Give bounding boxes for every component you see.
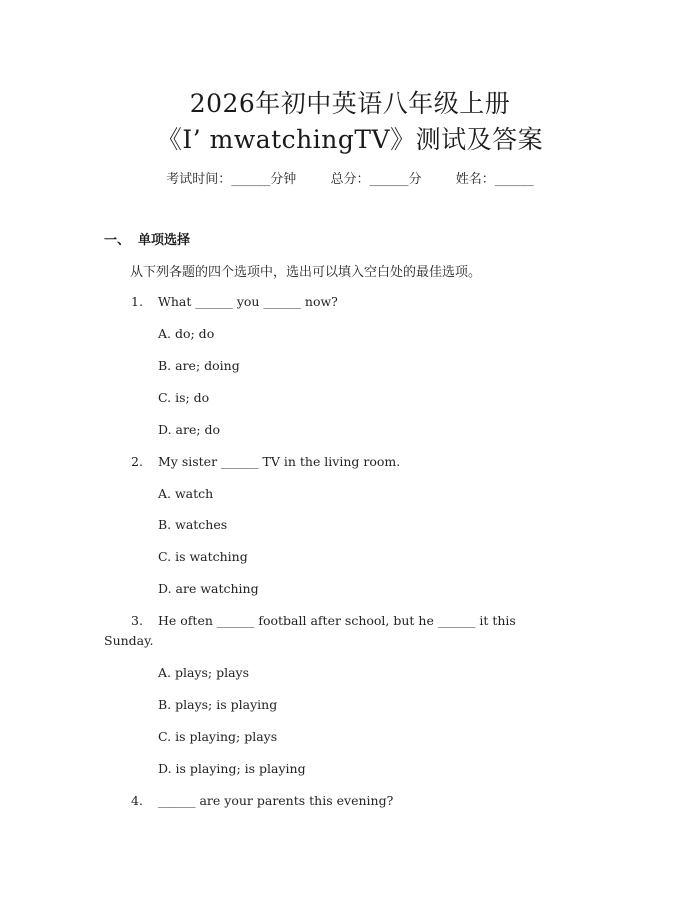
exam-info-row — [0, 168, 700, 187]
answer-option: C. is; do — [158, 390, 210, 405]
exam-time-label: 考试时间：______分钟 — [166, 172, 297, 187]
document-title-line2: 《I’ mwatchingTV》测试及答案 — [156, 125, 544, 154]
question-stem-continuation: Sunday. — [104, 633, 154, 648]
answer-option: D. are watching — [158, 581, 259, 596]
question-number: 2. — [131, 454, 143, 469]
answer-option: A. plays; plays — [158, 665, 250, 680]
question-number: 1. — [131, 294, 143, 309]
document-title-line1: 2026年初中英语八年级上册 — [189, 89, 511, 118]
section-heading — [104, 229, 190, 248]
section-number: 一、 — [104, 233, 131, 248]
answer-option: B. are; doing — [158, 358, 240, 373]
answer-option: D. is playing; is playing — [158, 761, 306, 776]
answer-option: D. are; do — [158, 422, 221, 437]
answer-option: B. watches — [158, 517, 228, 532]
answer-option: A. do; do — [158, 326, 215, 341]
answer-option: C. is watching — [158, 549, 248, 564]
question-stem: My sister ______ TV in the living room. — [158, 454, 401, 469]
question-stem: ______ are your parents this evening? — [158, 793, 394, 808]
answer-option: C. is playing; plays — [158, 729, 278, 744]
question-number: 3. — [131, 613, 143, 628]
name-label: 姓名：______ — [455, 172, 534, 187]
question-number: 4. — [131, 793, 143, 808]
question-stem: What ______ you ______ now? — [158, 294, 338, 309]
question-stem: He often ______ football after school, but he ______ it this — [158, 613, 516, 628]
answer-option: B. plays; is playing — [158, 697, 278, 712]
section-title: 单项选择 — [138, 233, 191, 248]
section-instruction: 从下列各题的四个选项中，选出可以填入空白处的最佳选项。 — [130, 265, 482, 280]
score-label: 总分：______分 — [330, 172, 422, 187]
answer-option: A. watch — [158, 486, 214, 501]
